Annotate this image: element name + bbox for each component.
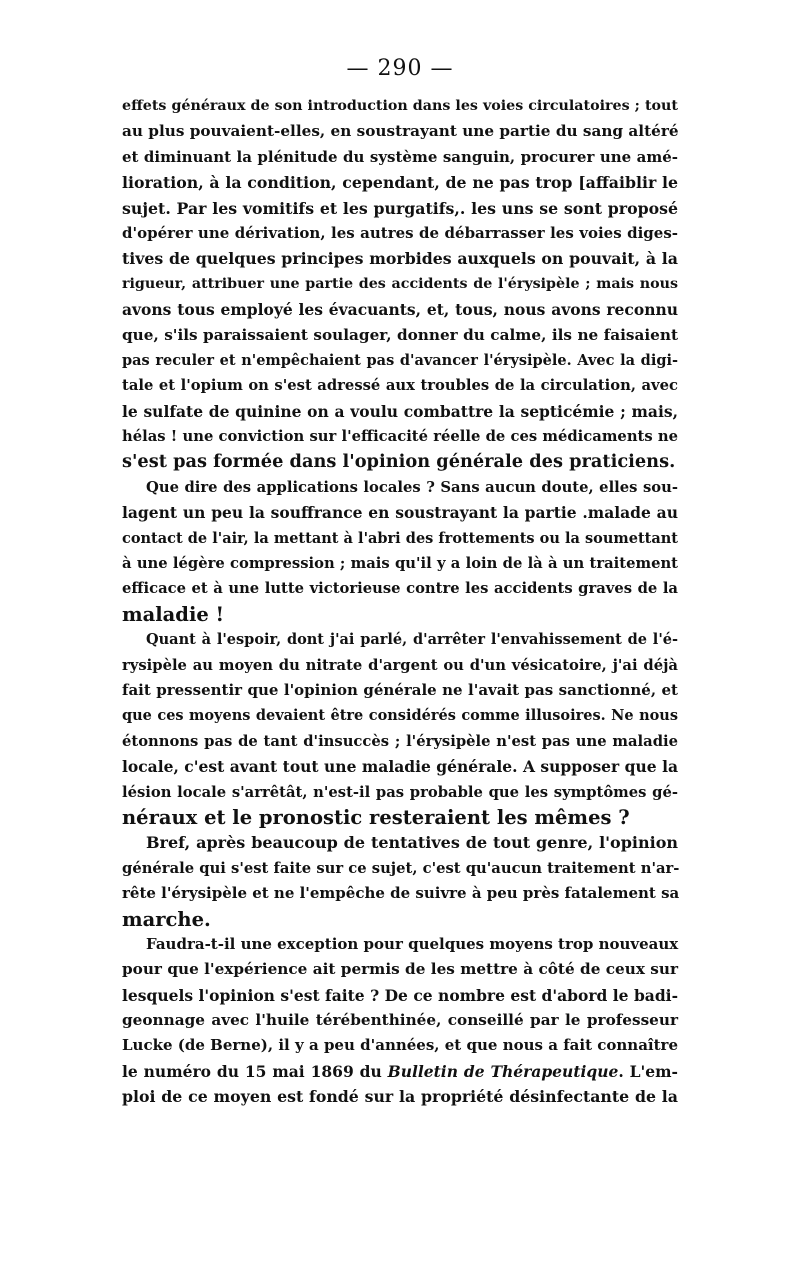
- text-line: au plus pouvaient-elles, en soustrayant une partie du sang altéré: [122, 122, 679, 141]
- text-line: [122, 1059, 678, 1084]
- text-line: marche.: [122, 907, 211, 931]
- text-line: lésion locale s'arrêtât, n'est-il pas probable que les symptômes gé-: [122, 783, 678, 801]
- text-line: geonnage avec l'huile térébenthinée, conseillé par le professeur: [122, 1011, 678, 1030]
- text-line: locale, c'est avant tout une maladie générale. A supposer que la: [122, 757, 678, 777]
- text-line: rysipèle au moyen du nitrate d'argent ou d'un vésicatoire, j'ai déjà: [122, 656, 678, 674]
- paragraph-start-line: Faudra-t-il une exception pour quelques moyens trop nouveaux: [146, 934, 679, 953]
- text-line: d'opérer une dérivation, les autres de débarrasser les voies diges-: [122, 223, 678, 242]
- page-number: — 290 —: [346, 56, 454, 81]
- bulletin-title: Bulletin de Thérapeutique: [387, 1061, 619, 1081]
- text-line: pour que l'expérience ait permis de les mettre à côté de ceux sur: [122, 960, 678, 979]
- paragraph-start-line: Que dire des applications locales ? Sans aucun doute, elles sou-: [146, 478, 678, 496]
- text-line: générale qui s'est faite sur ce sujet, c'est qu'aucun traitement n'ar-: [122, 859, 680, 877]
- text-line: le sulfate de quinine on a voulu combattre la septicémie ; mais,: [122, 401, 678, 421]
- paragraph-start-line: Quant à l'espoir, dont j'ai parlé, d'arrêter l'envahissement de l'é-: [146, 631, 678, 649]
- text-line: rête l'érysipèle et ne l'empêche de suivre à peu près fatalement sa: [122, 884, 680, 903]
- text-line-end: . L'em-: [618, 1061, 678, 1081]
- text-line: effets généraux de son introduction dans les voies circulatoires ; tout: [122, 98, 678, 114]
- text-line: lesquels l'opinion s'est faite ? De ce nombre est d'abord le badi-: [122, 985, 678, 1005]
- text-line: pas reculer et n'empêchaient pas d'avancer l'érysipèle. Avec la digi-: [122, 351, 678, 369]
- body-text: [122, 94, 678, 1110]
- text-line: contact de l'air, la mettant à l'abri des frottements ou la soumettant: [122, 529, 678, 547]
- text-line: maladie !: [122, 602, 225, 626]
- text-line: que ces moyens devaient être considérés comme illusoires. Ne nous: [122, 707, 678, 725]
- text-line: efficace et à une lutte victorieuse contre les accidents graves de la: [122, 580, 678, 598]
- text-line: néraux et le pronostic resteraient les mêmes ?: [122, 805, 630, 829]
- text-line: lioration, à la condition, cependant, de ne pas trop [affaiblir le: [122, 173, 678, 193]
- text-line: que, s'ils paraissaient soulager, donner du calme, ils ne faisaient: [122, 325, 678, 344]
- text-line: sujet. Par les vomitifs et les purgatifs,. les uns se sont proposé: [122, 198, 678, 218]
- paragraph-start-line: Bref, après beaucoup de tentatives de tout genre, l'opinion: [146, 833, 678, 853]
- text-line: lagent un peu la souffrance en soustrayant la partie .malade au: [122, 503, 678, 523]
- text-line: ploi de ce moyen est fondé sur la propriété désinfectante de la: [122, 1087, 678, 1107]
- text-line: et diminuant la plénitude du système sanguin, procurer une amé-: [122, 147, 678, 166]
- text-line: Lucke (de Berne), il y a peu d'années, et que nous a fait connaître: [122, 1036, 678, 1055]
- text-line: à une légère compression ; mais qu'il y a loin de là à un traitement: [122, 555, 678, 573]
- text-line: rigueur, attribuer une partie des accidents de l'érysipèle ; mais nous: [122, 275, 678, 292]
- text-line: hélas ! une conviction sur l'efficacité réelle de ces médicaments ne: [122, 428, 678, 446]
- text-line: tale et l'opium on s'est adressé aux troubles de la circulation, avec: [122, 377, 678, 395]
- text-line: tives de quelques principes morbides auxquels on pouvait, à la: [122, 249, 678, 269]
- text-line-start: le numéro du 15 mai 1869 du: [122, 1061, 388, 1081]
- text-line: fait pressentir que l'opinion générale ne l'avait pas sanctionné, et: [122, 680, 678, 699]
- text-line: avons tous employé les évacuants, et, tous, nous avons reconnu: [122, 300, 678, 320]
- text-line: étonnons pas de tant d'insuccès ; l'érysipèle n'est pas une maladie: [122, 732, 678, 750]
- text-line: s'est pas formée dans l'opinion générale des praticiens.: [122, 451, 676, 473]
